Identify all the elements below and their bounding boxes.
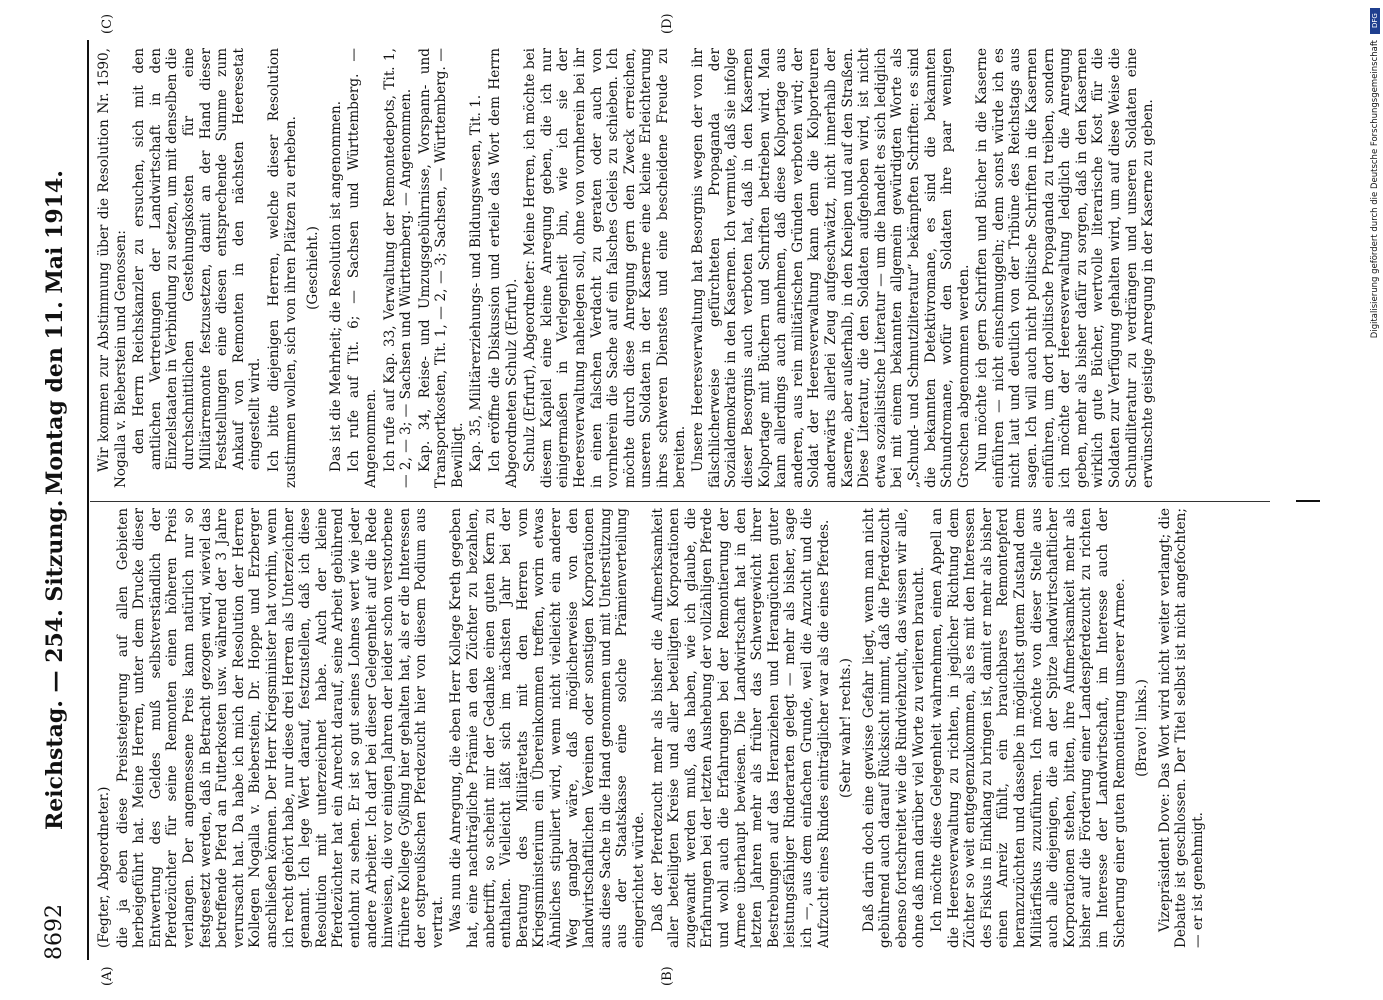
margin-mark-a: (A) <box>100 966 115 986</box>
paragraph: Ich rufe auf Tit. 6; — Sachsen und Württemberg. — Angenommen. <box>346 48 379 488</box>
margin-mark-d: (D) <box>660 13 675 34</box>
interjection: (Sehr wahr! rechts.) <box>838 658 855 798</box>
closing-paragraph: Vizepräsident Dove: Das Wort wird nicht weiter verlangt; die Debatte ist geschlossen. Der Titel selbst ist nicht angefochten; — er ist genehmigt. <box>1156 508 1206 948</box>
paragraph: Nun möchte ich gern Schriften und Bücher in die Kaserne einführen — nicht einschmuggeln; denn sonst würde ich es nicht laut und deutlich von der Tribüne des Reichstags aus sagen. Ich will auch nicht politische Schriften in die Kasernen einführen, um dort politische Propaganda zu treiben, sondern ich möchte der Heeresverwaltung lediglich die Anregung geben, mehr als bisher dafür zu sorgen, daß in den Kasernen wirklich gute Bücher, wertvolle literarische Kost für die Soldaten zur Verfügung gehalten wird, um auf diese Weise die Schundliteratur zu verdrängen und unseren Soldaten eine erwünschte geistige Anregung in der Kaserne zu geben. <box>974 48 1157 488</box>
resolution-text: den Herrn Reichskanzler zu ersuchen, sich mit den amtlichen Vertretungen der Landwirtschaft in den Einzelstaaten in Verbindung zu setzen, um mit denselben die durchschnittlichen Gestehungskosten für eine Militärremonte festzusetzen, damit an der Hand dieser Feststellungen eine diesen entsprechende Summe zum Ankauf von Remonten in den nächsten Heeresetat eingestellt wird. <box>131 48 264 470</box>
paragraph: Schulz (Erfurt), Abgeordneter: Meine Herren, ich möchte bei diesem Kapitel eine kleine Anregung geben, die ich nur einigermaßen in Verlegenheit bin, wie ich sie der Heeresverwaltung nahelegen soll, ohne von vornherein bei ihr in einen falschen Verdacht zu geraten oder auch von vornherein die Sache auf ein falsches Geleis zu schieben. Ich möchte durch diese Anregung gern den Zweck erreichen, unseren Soldaten in der Kaserne eine kleine Erleichterung ihres schweren Dienstes und eine bescheidene Freude zu bereiten. <box>522 48 688 488</box>
paragraph: Unsere Heeresverwaltung hat Besorgnis wegen der von ihr fälschlicherweise gefürchteten Propaganda der Sozialdemokratie in den Kasernen. Ich vermute, daß sie infolge dieser Besorgnis auch verboten hat, daß in den Kasernen Kolportage mit Büchern und Schriften betrieben wird. Man kann allerdings auch annehmen, daß diese Kolportage aus anderen, aus rein militärischen Gründen verboten wird; der Soldat der Heeresverwaltung kann denn die Kolporteuren anderwärts allerlei Zeug aufgeschwätzt, nicht innerhalb der Kaserne, aber außerhalb, in den Kneipen und auf den Straßen. Diese Literatur, die den Soldaten aufgehoben wird, ist nicht etwa sozialistische Literatur — um die handelt es sich lediglich bei mit einem bekannten allgemein gewürdigten Worte als „Schund- und Schmutzliteratur“ bekämpften Schriften: es sind die bekannten Detektivromane, es sind die bekannten Schundromane, wofür den Soldaten ihre paar wenigen Groschen abgenommen werden. <box>690 48 972 488</box>
margin-mark-b: (B) <box>660 966 675 986</box>
right-column <box>96 48 1296 488</box>
paragraph: Kap. 34, Reise- und Umzugsgebührnisse, Vorspann- und Transportkosten, Tit. 1, — 2, — 3; Sachsen, — Württemberg. — Bewilligt. <box>416 48 466 488</box>
paragraph: Ich möchte diese Gelegenheit wahrnehmen, einen Appell an die Heeresverwaltung zu richten, in jeglicher Richtung dem Züchter so weit entgegenzukommen, als es mit den Interessen des Fiskus in Einklang zu bringen ist, damit er mehr als bisher einen Anreiz fühlt, ein brauchbares Remontepferd heranzuzüchten und dasselbe in möglichst gutem Zustand dem Militärfiskus zuzuführen. Ich möchte von dieser Stelle aus auch alle diejenigen, die an der Spitze landwirtschaftlicher Korporationen stehen, bitten, ihre Aufmerksamkeit mehr als bisher auf die Förderung einer Landespferdezucht zu richten im Interesse der Landwirtschaft, im Interesse auch der Sicherung einer guten Remontierung unserer Armee. <box>929 508 1128 948</box>
header-rule <box>87 40 89 960</box>
running-title-left: Reichstag. — 254. Sitzung. <box>42 499 68 830</box>
column-separator <box>90 501 1270 502</box>
interjection: (Bravo! links.) <box>1134 679 1151 777</box>
paragraph: Was nun die Anregung, die eben Herr Kollege Kreth gegeben hat, eine nachträgliche Prämie an den Züchter zu bezahlen, anbetrifft, so scheint mir der Gedanke einen guten Kern zu enthalten. Vielleicht läßt sich im nächsten Jahr bei der Beratung des Militäretats mit den Herren vom Kriegsministerium ein Übereinkommen treffen, worin etwas Ähnliches stipuliert wird, wenn nicht vielleicht ein anderer Weg gangbar wäre, daß möglicherweise von den landwirtschaftlichen Vereinen oder sonstigen Korporationen aus diese Sache in die Hand genommen und mit Unterstützung aus der Staatskasse eine solche Prämienverteilung eingerichtet würde. <box>448 508 647 948</box>
left-column <box>96 508 1296 948</box>
dfg-logo: DFG <box>1370 8 1380 34</box>
paragraph: die ja eben diese Preissteigerung auf allen Gebieten herbeigeführt hat. Meine Herren, unter dem Drucke dieser Entwertung des Geldes muß selbstverständlich der Pferdezüchter für seine Remonten einen höheren Preis verlangen. Der angemessene Preis kann natürlich nur so festgesetzt werden, daß in Betracht gezogen wird, wieviel das betreffende Pferd an Futterkosten usw. während der 3 Jahre verursacht hat. Da habe ich mich der Resolution der Herren Kollegen Nogalla v. Bieberstein, Dr. Hoppe und Erzberger anschließen können. Der Herr Kriegsminister hat vorhin, wenn ich recht gehört habe, nur diese drei Herren als Unterzeichner genannt. Ich lege Wert darauf, festzustellen, daß ich diese Resolution mit unterzeichnet habe. Auch der kleine Pferdezüchter hat ein Anrecht darauf, seine Arbeit gebührend entlohnt zu sehen. Er ist so gut seines Lohnes wert wie jeder andere Arbeiter. Ich darf bei dieser Gelegenheit auf die Rede hinweisen, die vor einigen Jahren der leider schon verstorbene frühere Kollege Gyßling hier gehalten hat, als er die Interessen der ostpreußischen Pferdezucht hier von diesem Podium aus vertrat. <box>114 508 446 948</box>
interjection: (Geschieht.) <box>305 226 322 310</box>
paragraph: Ich rufe auf Kap. 33, Verwaltung der Remontedepots, Tit. 1, — 2, — 3; — Sachsen und Württemberg. — Angenommen. <box>381 48 415 488</box>
paragraph: Das ist die Mehrheit; die Resolution ist angenommen. <box>327 100 344 472</box>
running-title-right: Montag den 11. Mai 1914. <box>42 170 68 495</box>
paragraph: Daß darin doch eine gewisse Gefahr liegt, wenn man nicht gebührend auch darauf Rücksicht nimmt, daß die Pferdezucht ebenso fortschreitet wie die Rindviehzucht, das wissen wir alle, ohne daß man darüber viel Worte zu verlieren braucht. <box>860 508 927 948</box>
paragraph: Kap. 35, Militärerziehungs- und Bildungswesen, Tit. 1. <box>468 94 485 472</box>
page-number: 8692 <box>42 904 67 960</box>
paragraph: Daß der Pferdezucht mehr als bisher die Aufmerksamkeit aller beteiligten Kreise und aller beteiligten Korporationen zugewandt werden muß, das haben, wie ich glaube, die Erfahrungen bei der letzten Aushebung der vollzähligen Pferde und wohl auch die Erfahrungen bei der Remontierung der Armee überhaupt bewiesen. Die Landwirtschaft hat in den letzten Jahren mehr als früher das Schwergewicht ihrer Bestrebungen auf das Heranziehen und Herangüchten guter leistungsfähiger Rinderarten gelegt — mehr als bisher, sage ich —, aus dem einfachen Grunde, weil die Anzucht und die Aufzucht eines Rindes einträglicher war als die eines Pferdes. <box>649 508 832 948</box>
paragraph: Ich eröffne die Diskussion und erteile das Wort dem Herrn Abgeordneten Schulz (Erfurt). <box>487 48 520 488</box>
paragraph: Wir kommen zur Abstimmung über die Resolution Nr. 1590, Nogalla v. Bieberstein und Genossen: <box>96 48 129 488</box>
column-end-bar <box>1296 500 1320 502</box>
digitization-credit: Digitalisierung gefördert durch die Deutsche Forschungsgemeinschaft <box>1370 40 1380 339</box>
speaker-note: (Fegter, Abgeordneter.) <box>96 786 112 948</box>
margin-mark-c: (C) <box>100 13 115 34</box>
paragraph: Ich bitte diejenigen Herren, welche dieser Resolution zustimmen wollen, sich von ihren Plätzen zu erheben. <box>265 48 299 488</box>
